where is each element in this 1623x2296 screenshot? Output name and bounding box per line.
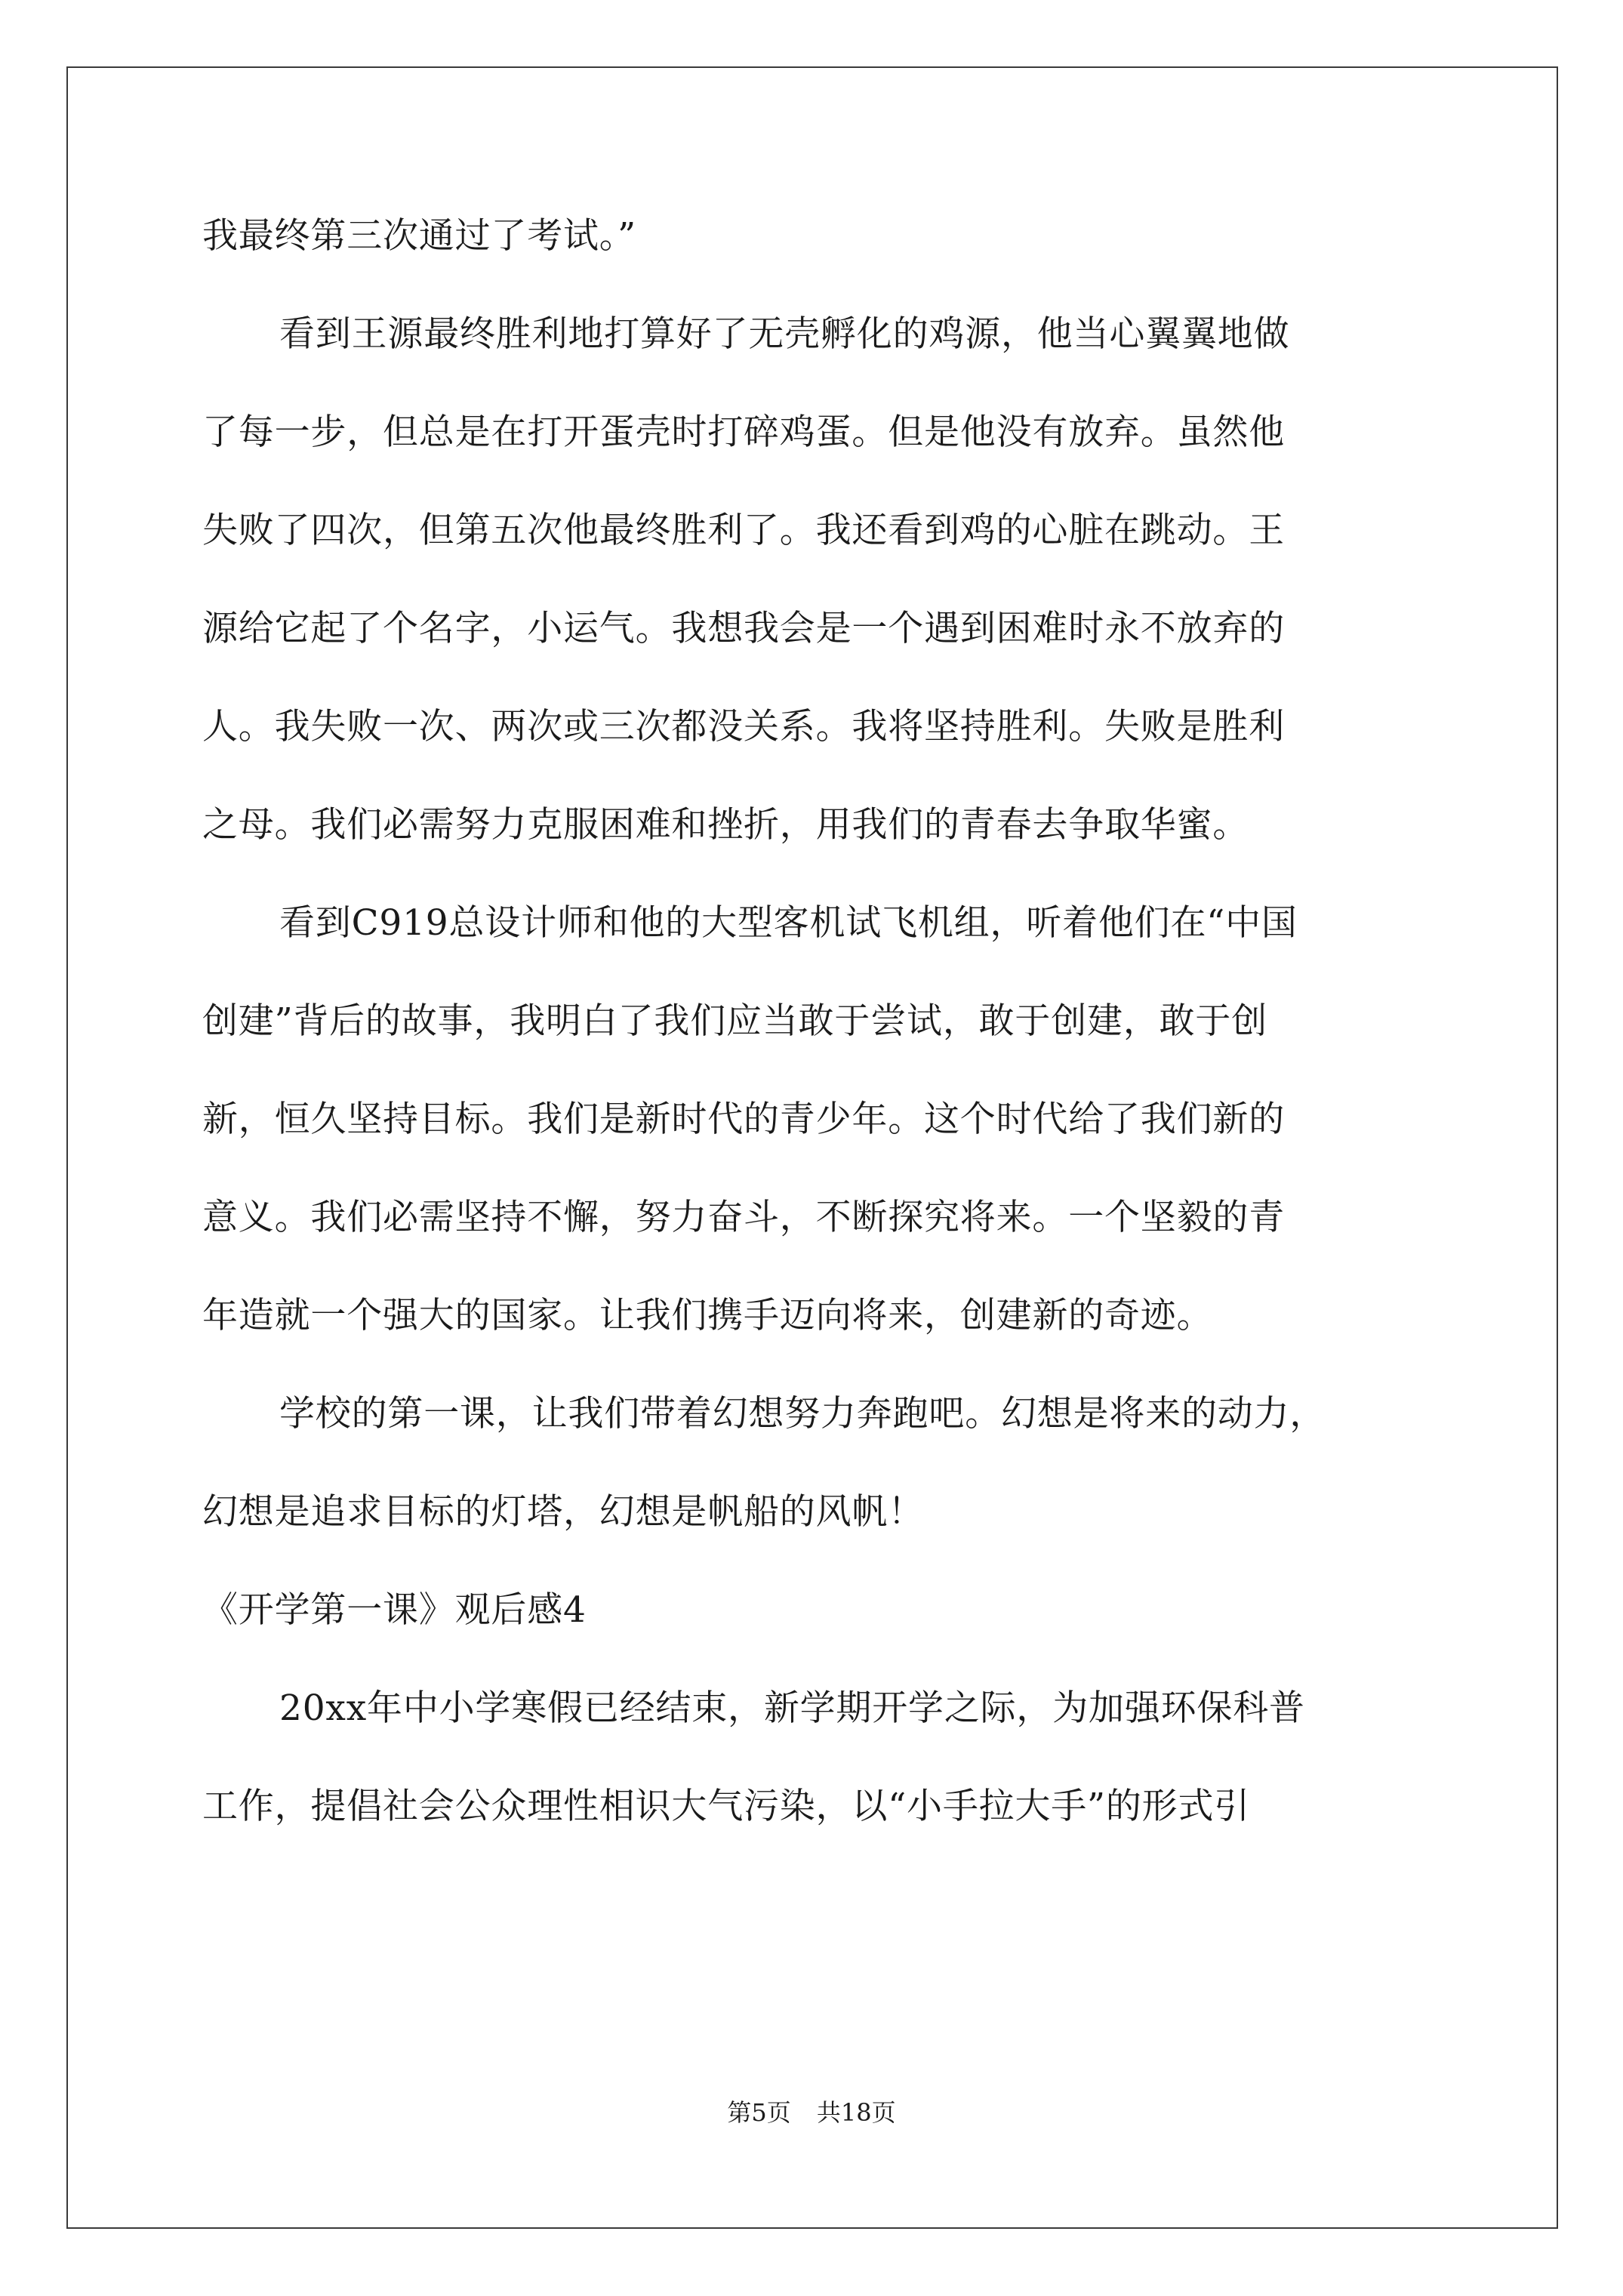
- text-line-6: 人。我失败一次、两次或三次都没关系。我将坚持胜利。失败是胜利: [202, 706, 1285, 747]
- text-line-5: 源给它起了个名字，小运气。我想我会是一个遇到困难时永不放弃的: [202, 608, 1285, 649]
- text-line-7: 之母。我们必需努力克服困难和挫折，用我们的青春去争取华蜜。: [202, 804, 1249, 846]
- text-line-10: 新，恒久坚持目标。我们是新时代的青少年。这个时代给了我们新的: [202, 1099, 1285, 1140]
- text-line-9: 创建”背后的故事，我明白了我们应当敢于尝试，敢于创建，敢于创: [202, 1000, 1268, 1042]
- text-line-1: 我最终第三次通过了考试。”: [202, 215, 636, 257]
- text-line-16: 20xx年中小学寒假已经结束，新学期开学之际，为加强环保科普: [279, 1687, 1305, 1729]
- text-line-17: 工作，提倡社会公众理性相识大气污染，以“小手拉大手”的形式引: [202, 1786, 1251, 1827]
- text-line-2: 看到王源最终胜利地打算好了无壳孵化的鸡源，他当心翼翼地做: [279, 313, 1290, 355]
- text-line-11: 意义。我们必需坚持不懈，努力奋斗，不断探究将来。一个坚毅的青: [202, 1197, 1285, 1238]
- page-border: [66, 66, 1558, 2229]
- text-line-13: 学校的第一课，让我们带着幻想努力奔跑吧。幻想是将来的动力，: [279, 1393, 1326, 1435]
- text-line-14: 幻想是追求目标的灯塔，幻想是帆船的风帆！: [202, 1491, 924, 1533]
- text-line-8: 看到C919总设计师和他的大型客机试飞机组，听着他们在“中国: [279, 902, 1298, 944]
- text-line-12: 年造就一个强大的国家。让我们携手迈向将来，创建新的奇迹。: [202, 1295, 1213, 1336]
- section-heading: 《开学第一课》观后感4: [202, 1589, 587, 1631]
- page-number: 第5页: [727, 2098, 791, 2127]
- text-line-3: 了每一步，但总是在打开蛋壳时打碎鸡蛋。但是他没有放弃。虽然他: [202, 411, 1285, 453]
- text-line-4: 失败了四次，但第五次他最终胜利了。我还看到鸡的心脏在跳动。王: [202, 510, 1285, 551]
- page-footer: [0, 2097, 1623, 2128]
- page-total: 共18页: [816, 2098, 896, 2127]
